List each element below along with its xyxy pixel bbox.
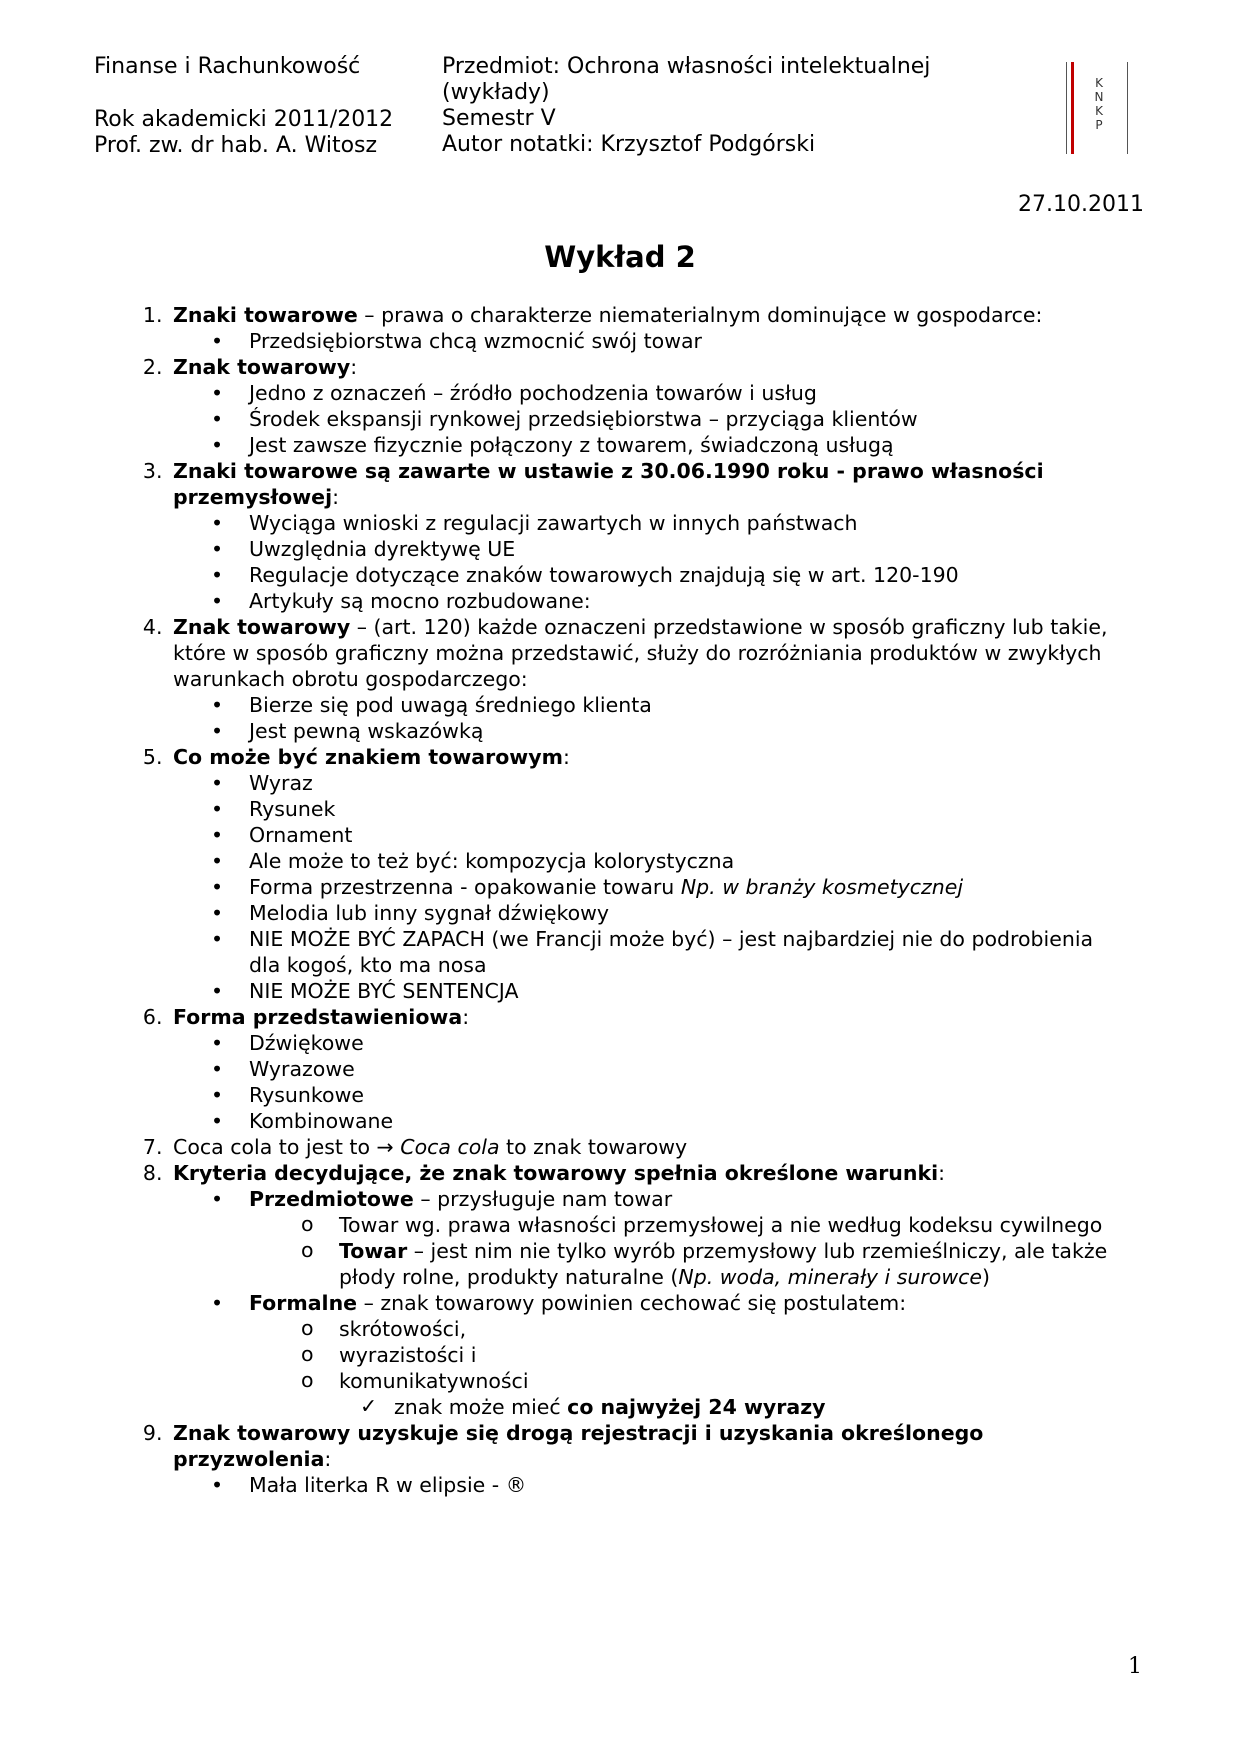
list-item-5: 5. Co może być znakiem towarowym: • Wyraz • Rysunek • Ornament • Ale może to też być: kompozycja kolorystyczna • Forma przestrzenna - opakowanie towaru Np. w branży kosmetycznej • Melodia lub inny sygnał dźwiękowy • NIE MOŻE BYĆ ZAPACH (we Francji może być) – jest najbardziej nie do podrobienia dla kogoś, kto ma nosa • NIE MOŻE BYĆ SENTENCJA xyxy=(169,744,1125,1004)
bullet-item: • NIE MOŻE BYĆ ZAPACH (we Francji może być) – jest najbardziej nie do podrobienia dla kogoś, kto ma nosa xyxy=(249,926,1125,978)
page-number: 1 xyxy=(1128,1654,1142,1679)
semester: Semestr V xyxy=(442,106,556,131)
list-item-9: 9. Znak towarowy uzyskuje się drogą rejestracji i uzyskania określonego przyzwolenia: • Mała literka R w elipsie - ® xyxy=(169,1420,1125,1498)
header-right xyxy=(442,54,1002,158)
bullet-item: • Kombinowane xyxy=(249,1108,1125,1134)
page-title: Wykład 2 xyxy=(544,240,696,274)
bullet-item: • Bierze się pod uwagą średniego klienta xyxy=(249,692,1125,718)
bullet-item: • Melodia lub inny sygnał dźwiękowy xyxy=(249,900,1125,926)
bullet-item: • Wyraz xyxy=(249,770,1125,796)
main-list xyxy=(125,302,1125,1498)
bullet-item: • Wyrazowe xyxy=(249,1056,1125,1082)
bullet-item: • Środek ekspansji rynkowej przedsiębiorstwa – przyciąga klientów xyxy=(249,406,1125,432)
list-item-2: 2. Znak towarowy: • Jedno z oznaczeń – źródło pochodzenia towarów i usług • Środek ekspansji rynkowej przedsiębiorstwa – przyciąga klientów • Jest zawsze fizycznie połączony z towarem, świadczoną usługą xyxy=(169,354,1125,458)
lecture-date: 27.10.2011 xyxy=(1018,192,1144,217)
bullet-item: • Mała literka R w elipsie - ® xyxy=(249,1472,1125,1498)
bullet-item: • Dźwiękowe xyxy=(249,1030,1125,1056)
lecture-notes xyxy=(125,302,1125,1498)
professor: Prof. zw. dr hab. A. Witosz xyxy=(94,133,378,158)
sub-item: o Towar – jest nim nie tylko wyrób przemysłowy lub rzemieślniczy, ale także płody rolne, produkty naturalne (Np. woda, minerały i surowce) xyxy=(339,1238,1125,1290)
bullet-item: • Forma przestrzenna - opakowanie towaru Np. w branży kosmetycznej xyxy=(249,874,1125,900)
bullet-item: • Jedno z oznaczeń – źródło pochodzenia towarów i usług xyxy=(249,380,1125,406)
bullet-item: • Przedmiotowe – przysługuje nam towar o Towar wg. prawa własności przemysłowej a nie według kodeksu cywilnego o Towar – jest nim nie tylko wyrób przemysłowy lub rzemieślniczy, ale także płody rolne, produkty naturalne (Np. woda, minerały i surowce) xyxy=(249,1186,1125,1290)
sub-item: o skrótowości, xyxy=(339,1316,1125,1342)
bullet-item: • Jest zawsze fizycznie połączony z towarem, świadczoną usługą xyxy=(249,432,1125,458)
document-header xyxy=(94,54,1144,164)
logo-letters: K N K P xyxy=(1094,76,1104,132)
bullet-item: • Regulacje dotyczące znaków towarowych znajdują się w art. 120-190 xyxy=(249,562,1125,588)
list-item-3: 3. Znaki towarowe są zawarte w ustawie z 30.06.1990 roku - prawo własności przemysłowej: • Wyciąga wnioski z regulacji zawartych w innych państwach • Uwzględnia dyrektywę UE • Regulacje dotyczące znaków towarowych znajdują się w art. 120-190 • Artykuły są mocno rozbudowane: xyxy=(169,458,1125,614)
list-item-6: 6. Forma przedstawieniowa: • Dźwiękowe • Wyrazowe • Rysunkowe • Kombinowane xyxy=(169,1004,1125,1134)
list-item-7: 7. Coca cola to jest to → Coca cola to znak towarowy xyxy=(169,1134,1125,1160)
list-item-8: 8. Kryteria decydujące, że znak towarowy spełnia określone warunki: • Przedmiotowe – przysługuje nam towar o Towar wg. prawa własności przemysłowej a nie według kodeksu cywilnego o Towar – jest nim nie tylko wyrób przemysłowy lub rzemieślniczy, ale także płody rolne, produkty naturalne (Np. woda, minerały i surowce) • Formalne – znak towarowy powinien cechować się postulatem: o skrótowości, o wyrazistości i o komunikatywności ✓ znak może mieć co najwyżej 24 wyrazy xyxy=(169,1160,1125,1420)
list-item-1: 1. Znaki towarowe – prawa o charakterze niematerialnym dominujące w gospodarce: • Przedsiębiorstwa chcą wzmocnić swój towar xyxy=(169,302,1125,354)
bullet-item: • Rysunek xyxy=(249,796,1125,822)
bullet-item: • Przedsiębiorstwa chcą wzmocnić swój towar xyxy=(249,328,1125,354)
bullet-item: • Formalne – znak towarowy powinien cechować się postulatem: o skrótowości, o wyrazistości i o komunikatywności ✓ znak może mieć co najwyżej 24 wyrazy xyxy=(249,1290,1125,1420)
arrow-icon: → xyxy=(376,1135,394,1159)
bullet-item: • NIE MOŻE BYĆ SENTENCJA xyxy=(249,978,1125,1004)
bullet-item: • Ornament xyxy=(249,822,1125,848)
header-left xyxy=(94,54,434,159)
bullet-item: • Ale może to też być: kompozycja kolorystyczna xyxy=(249,848,1125,874)
field-of-study: Finanse i Rachunkowość xyxy=(94,54,361,79)
list-item-4: 4. Znak towarowy – (art. 120) każde oznaczeni przedstawione w sposób graficzny lub takie, które w sposób graficzny można przedstawić, służy do rozróżniania produktów w zwykłych warunkach obrotu gospodarczego: • Bierze się pod uwagą średniego klienta • Jest pewną wskazówką xyxy=(169,614,1125,744)
sub-item: o komunikatywności ✓ znak może mieć co najwyżej 24 wyrazy xyxy=(339,1368,1125,1420)
note-author: Autor notatki: Krzysztof Podgórski xyxy=(442,132,816,157)
bullet-item: • Jest pewną wskazówką xyxy=(249,718,1125,744)
subject: Przedmiot: Ochrona własności intelektualnej (wykłady) xyxy=(442,54,931,105)
sub-item: o Towar wg. prawa własności przemysłowej a nie według kodeksu cywilnego xyxy=(339,1212,1125,1238)
check-item: ✓ znak może mieć co najwyżej 24 wyrazy xyxy=(394,1394,1125,1420)
sub-item: o wyrazistości i xyxy=(339,1342,1125,1368)
bullet-item: • Rysunkowe xyxy=(249,1082,1125,1108)
academic-year: Rok akademicki 2011/2012 xyxy=(94,107,394,132)
bullet-item: • Artykuły są mocno rozbudowane: xyxy=(249,588,1125,614)
bullet-item: • Wyciąga wnioski z regulacji zawartych w innych państwach xyxy=(249,510,1125,536)
knkp-logo xyxy=(1066,62,1128,158)
bullet-item: • Uwzględnia dyrektywę UE xyxy=(249,536,1125,562)
